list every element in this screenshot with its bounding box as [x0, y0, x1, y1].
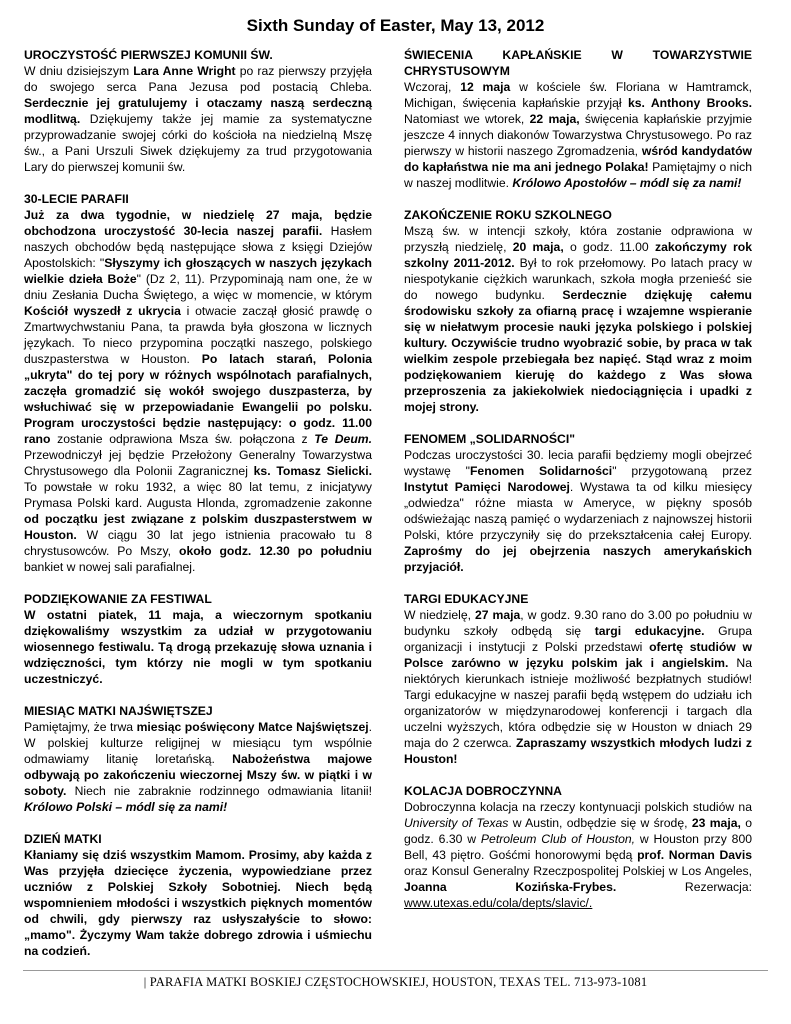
text-run: Zaprośmy do jej obejrzenia naszych amerykańskich przyjaciół.: [404, 544, 752, 574]
section-heading: UROCZYSTOŚĆ PIERWSZEJ KOMUNII ŚW.: [24, 48, 273, 62]
text-run: Joanna Kozińska-Frybes.: [404, 880, 617, 894]
text-run: wśród kandydatów do kapłaństwa nie ma ani jednego Polaka!: [404, 144, 752, 174]
page-title: Sixth Sunday of Easter, May 13, 2012: [246, 16, 545, 35]
section-body: [24, 607, 372, 687]
text-run: targi edukacyjne.: [594, 624, 705, 638]
footer-divider: [23, 970, 768, 971]
text-run: ks. Anthony Brooks.: [627, 96, 752, 110]
text-run: Lara Anne Wright: [133, 64, 236, 78]
section-body: [404, 607, 752, 767]
text-run: Wczoraj,: [404, 80, 461, 94]
text-run: Natomiast we wtorek,: [404, 112, 530, 126]
section-ordination: [404, 47, 752, 191]
text-run: Kościół wyszedł z ukrycia: [24, 304, 181, 318]
section-heading: PODZIĘKOWANIE ZA FESTIWAL: [24, 592, 212, 606]
text-run: Hasłem naszych obchodów będą następujące słowa z księgi Dziejów Apostolskich: ": [24, 224, 372, 270]
text-run: ks. Tomasz Sielicki.: [253, 464, 372, 478]
text-run: od początku jest związane z polskim duszpasterstwem w Houston.: [24, 512, 372, 542]
text-run: Królowo Apostołów – módl się za nami!: [512, 176, 742, 190]
text-run: Po latach starań, Polonia „ukryta" do tej pory w różnych wspólnotach parafialnych, zaczęła gromadzić się wokół swojego duszpasterza, by wsłuchiwać się w przepowiadanie Ewangelii po polsku. Program uroczystości będzie następujący: o godz. 11.00 rano: [24, 352, 373, 446]
text-run: 27 maja: [474, 608, 521, 622]
text-run: około godz. 12.30 po południu: [179, 544, 372, 558]
text-run: miesiąc poświęcony Matce Najświętszej: [136, 720, 369, 734]
text-run: Serdecznie jej gratulujemy i otaczamy naszą serdeczną modlitwą.: [24, 96, 372, 126]
section-body: [24, 847, 372, 959]
text-run: " przygotowaną przez: [612, 464, 752, 478]
text-run: Był to rok przełomowy. Po latach pracy w niespotykanie ciężkich warunkach, szkoła mogła przenieść sie do nowego budynku.: [404, 256, 752, 302]
section-body: [404, 799, 752, 911]
text-run: Królowo Polski – módl się za nami!: [24, 800, 228, 814]
section-body: [404, 79, 752, 191]
text-run: 20 maja,: [512, 240, 564, 254]
section-heading: ZAKOŃCZENIE ROKU SZKOLNEGO: [404, 208, 612, 222]
section-body: [24, 207, 372, 575]
text-run: 12 maja: [460, 80, 511, 94]
section-parish-anniversary: [24, 191, 372, 575]
section-body: [24, 63, 372, 175]
text-run: Petroleum Club of Houston,: [480, 832, 636, 846]
text-run: po raz pierwszy przyjęła do swojego serca Pana Jezusa pod postacią Chleba.: [24, 64, 372, 94]
section-heading: ŚWIECENIA KAPŁAŃSKIE W TOWARZYSTWIE CHRYSTUSOWYM: [404, 48, 752, 78]
text-run: University of Texas: [404, 816, 509, 830]
section-body: [404, 223, 752, 415]
text-run: To powstałe w roku 1932, a więc 80 lat temu, z inicjatywy Prymasa Polski kard. Augusta Hlonda, zgromadzenie zakonne: [24, 480, 372, 510]
text-run: Przewodniczył jej będzie Przełożony Generalny Towarzystwa Chrystusowego dla Polonii Zagranicznej: [24, 448, 372, 478]
text-run: Już za dwa tygodnie, w niedzielę 27 maja, będzie obchodzona uroczystość 30-lecia naszej parafii.: [24, 208, 372, 238]
text-run: zakończymy rok szkolny 2011-2012.: [404, 240, 753, 270]
section-heading: KOLACJA DOBROCZYNNA: [404, 784, 562, 798]
text-run: W niedzielę,: [404, 608, 475, 622]
text-run: Dobroczynna kolacja na rzeczy kontynuacji polskich studiów na: [404, 800, 752, 814]
footer: [0, 970, 791, 990]
text-run: . Wystawa ta od kilku miesięcy „odwiedza" różne miasta w Ameryce, w piękny sposób odświeżając naszą pamięć o wydarzeniach z najnowszej historii Polski, które przyczyniły się do przekształcenia całej Europy.: [404, 480, 752, 542]
text-run: W ostatni piatek, 11 maja, a wieczornym spotkaniu dziękowaliśmy wszystkim za udział w przygotowaniu wiosennego festiwalu. Tą drogą przekazuję słowa uznania i wdzięczności, tym którzy nie mogli w tym spotkaniu uczestniczyć.: [24, 608, 372, 686]
text-run: w Austin, odbędzie się w środę,: [508, 816, 692, 830]
section-heading: 30-LECIE PARAFII: [24, 192, 129, 206]
website-link[interactable]: www.utexas.edu/cola/depts/slavic/.: [404, 896, 593, 910]
section-festival-thanks: [24, 591, 372, 687]
text-run: i otwacie zaczął głosić prawdę o Zmartwychwstaniu Pana, ta prawda była głoszona w licznych językach. To nieco przypomina początki naszego, polskiego duszpasterstwa w Houston.: [24, 304, 372, 366]
text-run: Te Deum.: [314, 432, 373, 446]
section-body: [404, 447, 752, 575]
section-heading: FENOMEM „SOLIDARNOŚCI": [404, 432, 575, 446]
text-run: W ciągu 30 lat jego istnienia pracowało tu 8 chrystusowców. Po Mszy,: [24, 528, 372, 558]
text-run: ofertę studiów w Polsce zarówno w języku polskim jak i angielskim.: [404, 640, 753, 670]
text-run: , w godz. 9.30 rano do 3.00 po południu w budynku szkoły odbędą się: [404, 608, 752, 638]
text-run: 23 maja,: [691, 816, 741, 830]
section-heading: TARGI EDUKACYJNE: [404, 592, 529, 606]
text-run: o godz. 11.00: [563, 240, 655, 254]
section-heading: MIESIĄC MATKI NAJŚWIĘTSZEJ: [24, 704, 213, 718]
text-run: . W polskiej kulturze religijnej w miesiącu tym wspólnie odmawiamy litanię loretańską.: [24, 720, 372, 766]
section-month-of-mary: [24, 703, 372, 815]
text-run: Mszą św. w intencji szkoły, która zostanie odprawiona w przyszłą niedzielę,: [404, 224, 752, 254]
text-run: Nabożeństwa majowe odbywają po zakończeniu wieczornej Mszy św. w piątki i w soboty.: [24, 752, 372, 798]
text-run: Serdecznie dziękuję całemu środowisku szkoły za ofiarną pracę i wzajemne wspieranie się w niełatwym procesie nauki języka polskiego i polskiej kultury. Oczywiście trudno wyobrazić sobie, by praca w tak wielkim zespole przebiegała bez napięć. Stąd wraz z moim podziękowaniem kieruję do każdego z Was słowa przeproszenia za jakiekolwiek niedociągnięcia i upadki z mojej strony.: [404, 288, 753, 414]
footer-parish-info: | PARAFIA MATKI BOSKIEJ CZĘSTOCHOWSKIEJ, HOUSTON, TEXAS TEL. 713-973-1081: [143, 975, 648, 989]
text-run: w kościele św. Floriana w Hamtramck, Michigan, święcenia kapłańskie przyjął: [404, 80, 752, 110]
text-run: Na niektórych kierunkach istnieje możliwość bezpłatnych studiów! Targi edukacyjne w naszej parafii będą wstępem do udziału ich organizatorów w międzynarodowej konferencji i targach dla uczelni wyższych, która odbędzie się w Houston w dniach 29 maja do 2 czerwca.: [404, 656, 752, 750]
text-run: Niech nie zabraknie rodzinnego odmawiania litanii!: [66, 784, 372, 798]
section-solidarity-exhibit: [404, 431, 752, 575]
section-first-communion: [24, 47, 372, 175]
left-column: [24, 47, 372, 975]
text-run: o godz. 6.30 w: [404, 816, 752, 846]
text-run: Pamiętajmy, że trwa: [24, 720, 137, 734]
text-run: Rezerwacja:: [616, 880, 752, 894]
section-education-fair: [404, 591, 752, 767]
text-run: Instytut Pamięci Narodowej: [404, 480, 570, 494]
text-run: Kłaniamy się dziś wszystkim Mamom. Prosimy, aby każda z Was przyjęła dziecięce życzenia, wypowiedziane przez uczniów z Polskiej Szkoły Sobotniej. Niech będą wspomnieniem młodości i wszystkich pięknych momentów od chwili, gdy pierwszy raz usłyszałyście to słowo: „mamo". Życzymy Wam także dobrego zdrowia i uśmiechu na codzień.: [24, 848, 372, 958]
text-run: święcenia kapłańskie przyjmie jeszcze 4 innych diakonów Towarzystwa Chrystusowego. Po raz pierwszy w historii naszego Zgromadzenia,: [404, 112, 752, 158]
text-run: zostanie odprawiona Msza św. połączona z: [50, 432, 315, 446]
text-run: W dniu dzisiejszym: [24, 64, 134, 78]
text-run: w Houston przy 800 Bell, 43 piętro. Gośćmi honorowymi będą: [404, 832, 752, 862]
text-run: bankiet w nowej sali parafialnej.: [24, 560, 196, 574]
text-run: Pamiętajmy o nich w naszej modlitwie.: [404, 160, 752, 190]
text-run: oraz Konsul Generalny Rzeczpospolitej Polskiej w Los Angeles,: [404, 864, 752, 878]
text-run: Słyszymy ich głoszących w naszych językach wielkie dzieła Boże: [24, 256, 372, 286]
right-column: [404, 47, 752, 927]
section-body: [24, 719, 372, 815]
section-mothers-day: [24, 831, 372, 959]
section-heading: DZIEŃ MATKI: [24, 832, 102, 846]
text-run: prof. Norman Davis: [637, 848, 752, 862]
text-run: " (Dz 2, 11). Przypominają nam one, że w dniu Zesłania Ducha Świętego, a więc w momencie, w którym: [24, 272, 372, 302]
section-school-year-end: [404, 207, 752, 415]
section-charity-dinner: [404, 783, 752, 911]
text-run: 22 maja,: [529, 112, 580, 126]
text-run: Fenomen Solidarności: [469, 464, 613, 478]
text-run: Podczas uroczystości 30. lecia parafii będziemy mogli obejrzeć wystawę ": [404, 448, 752, 478]
text-run: Grupa organizacji i instytucji z Polski przedstawi: [404, 624, 752, 654]
text-run: Dziękujemy także jej mamie za systematyczne przyprowadzanie swojej córki do kościoła na niedzielną Mszę św., a Pani Urszuli Siwek dziękujemy za trud przygotowania Lary do pierwszej komunii św.: [24, 112, 372, 174]
text-run: Zapraszamy wszystkich młodych ludzi z Houston!: [404, 736, 752, 766]
